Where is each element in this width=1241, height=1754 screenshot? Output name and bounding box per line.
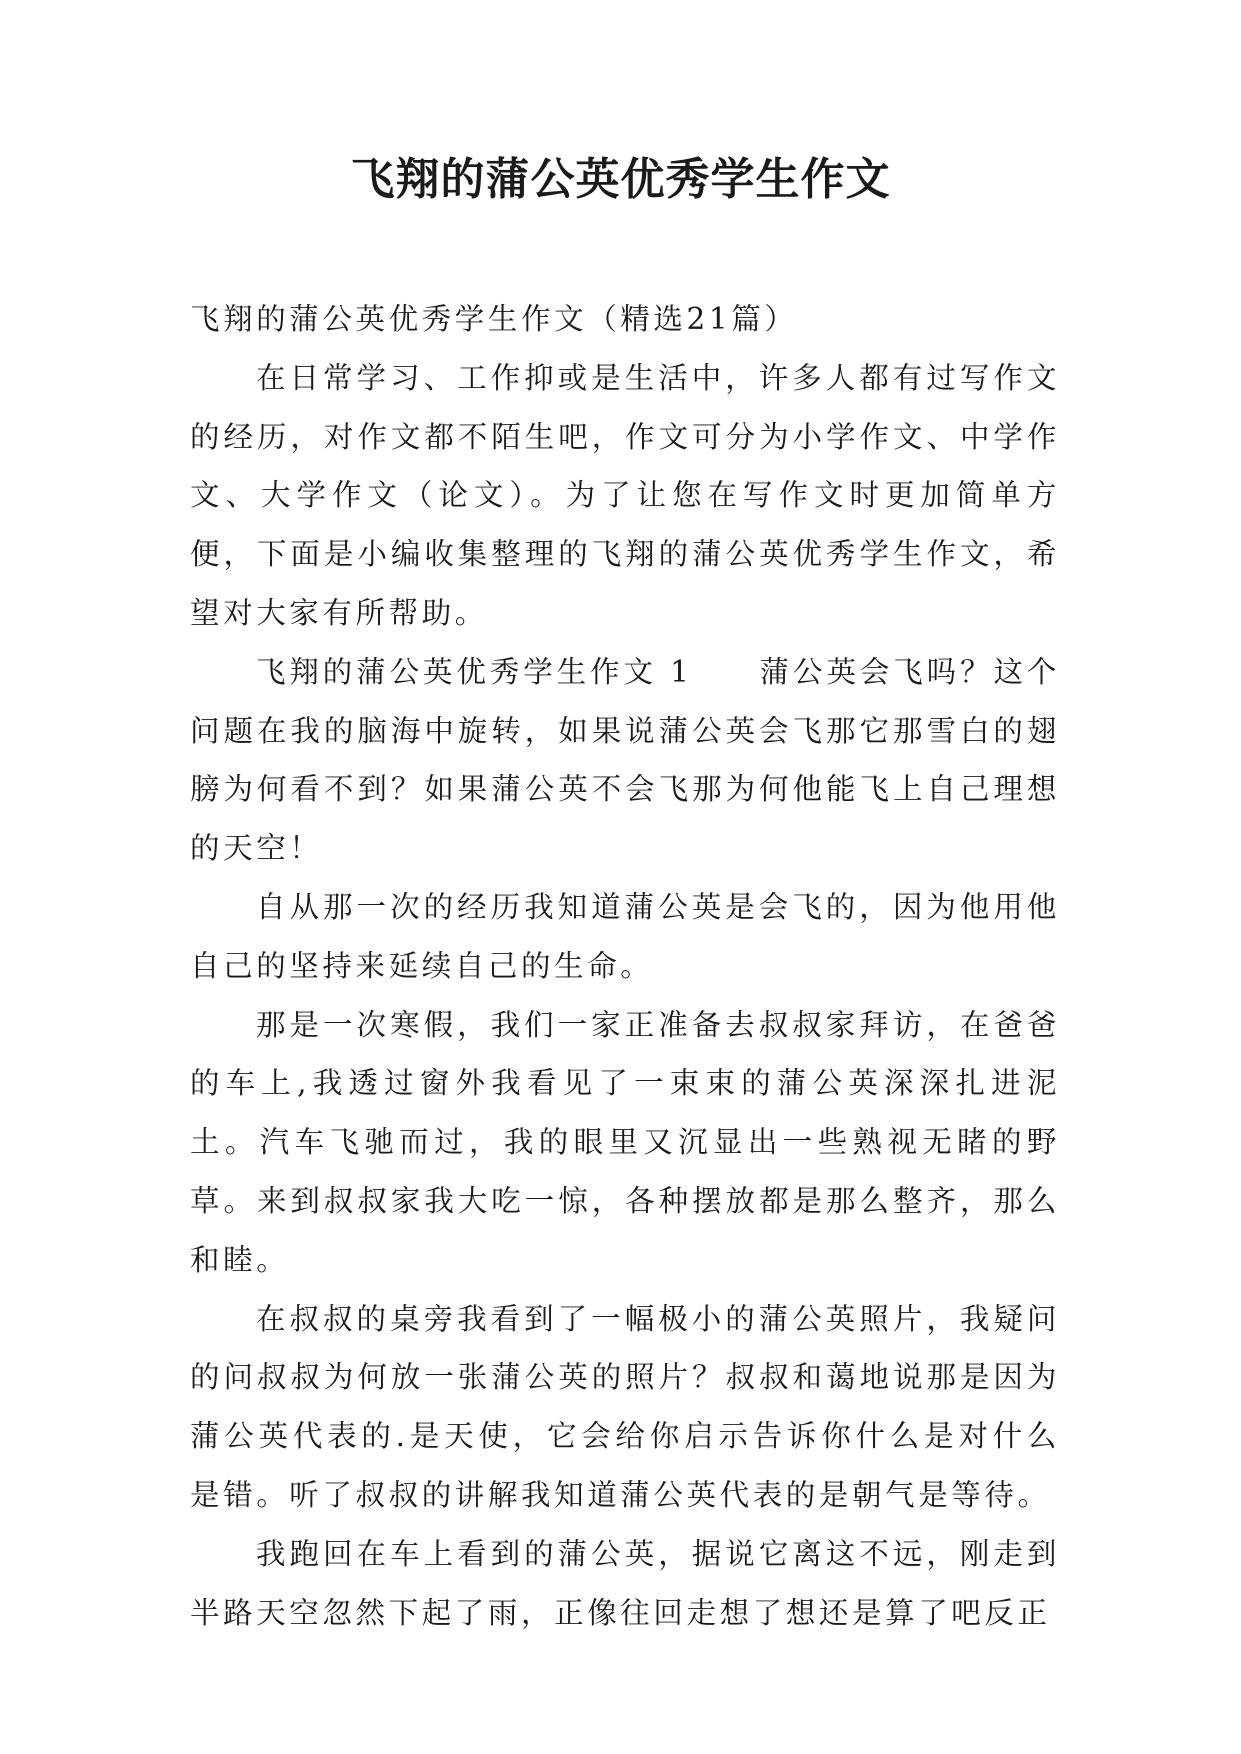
paragraph: 在日常学习、工作抑或是生活中，许多人都有过写作文的经历，对作文都不陌生吧，作文可分为小学作文、中学作文、大学作文（论文）。为了让您在写作文时更加简单方便，下面是小编收集整理的飞翔的蒲公英优秀学生作文，希望对大家有所帮助。 [190,360,1060,630]
document-body [190,290,1060,1642]
paragraph: 我跑回在车上看到的蒲公英，据说它离这不远，刚走到半路天空忽然下起了雨，正像往回走想了想还是算了吧反正 [190,1536,1060,1630]
subtitle-line: 飞翔的蒲公英优秀学生作文（精选21篇） [190,302,798,336]
paragraph: 飞翔的蒲公英优秀学生作文 1 蒲公英会飞吗？这个问题在我的脑海中旋转，如果说蒲公英会飞那它那雪白的翅膀为何看不到？如果蒲公英不会飞那为何他能飞上自己理想的天空！ [190,654,1060,866]
paragraph: 在叔叔的桌旁我看到了一幅极小的蒲公英照片，我疑问的问叔叔为何放一张蒲公英的照片？叔叔和蔼地说那是因为蒲公英代表的.是天使，它会给你启示告诉你什么是对什么是错。听了叔叔的讲解我知道蒲公英代表的是朝气是等待。 [190,1301,1060,1512]
document-title: 飞翔的蒲公英优秀学生作文 [350,154,891,205]
paragraph: 那是一次寒假，我们一家正准备去叔叔家拜访，在爸爸的车上,我透过窗外我看见了一束束的蒲公英深深扎进泥土。汽车飞驰而过，我的眼里又沉显出一些熟视无睹的野草。来到叔叔家我大吃一惊，各种摆放都是那么整齐，那么和睦。 [190,1007,1060,1277]
paragraph: 自从那一次的经历我知道蒲公英是会飞的，因为他用他自己的坚持来延续自己的生命。 [190,889,1060,983]
